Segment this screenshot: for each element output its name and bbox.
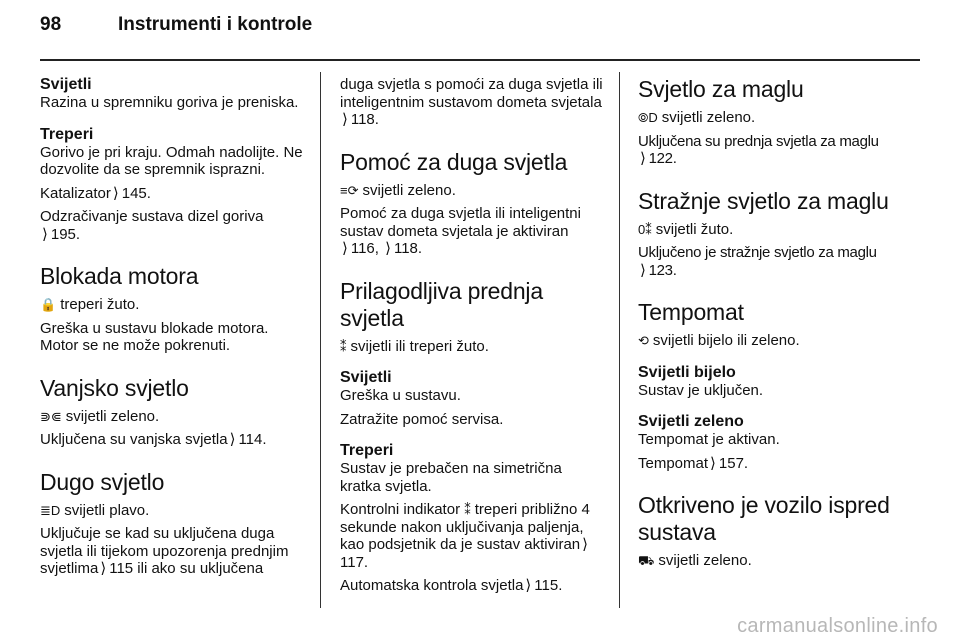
adaptive-light-icon: ⁑: [340, 338, 347, 354]
rear-fog-icon: 0⁑: [638, 221, 652, 237]
paragraph: Sustav je uključen.: [638, 381, 764, 399]
subheading-svijetli-zeleno: Svijetli zeleno: [638, 413, 744, 430]
subheading-svijetli-bijelo: Svijetli bijelo: [638, 363, 736, 381]
page-ref-arrow-icon: ⟩: [710, 454, 716, 472]
page-header: [40, 14, 312, 54]
page-ref-link[interactable]: 123.: [648, 261, 677, 279]
paragraph: Greška u sustavu.: [340, 387, 461, 404]
adaptive-light-icon: ⁑: [464, 502, 471, 517]
paragraph-dizel: Odzračivanje sustava dizel goriva ⟩ 195.: [40, 208, 264, 243]
front-fog-icon: ⦾D: [638, 110, 658, 125]
indicator-line: 🔒 treperi žuto.: [40, 296, 140, 313]
page-ref-link[interactable]: 117.: [340, 553, 369, 571]
paragraph: Tempomat ⟩ 157.: [638, 454, 749, 472]
paragraph: Tempomat je aktivan.: [638, 431, 780, 448]
high-beam-icon: ≣D: [40, 502, 61, 518]
page-ref-arrow-icon: ⟩: [229, 431, 236, 448]
paragraph: Sustav je prebačen na simetrična kratka svjetla.: [340, 460, 562, 495]
paragraph: Gorivo je pri kraju. Odmah nadolijte. Ne dozvolite da se spremnik isprazni.: [40, 143, 303, 178]
page-ref-arrow-icon: ⟩: [582, 536, 588, 553]
indicator-line: ⟲ svijetli bijelo ili zeleno.: [638, 332, 800, 349]
paragraph: Zatražite pomoć servisa.: [340, 410, 504, 428]
paragraph: Uključeno je stražnje svjetlo za maglu ⟩ 123.: [638, 244, 877, 279]
immobilizer-icon: 🔒: [40, 297, 57, 312]
indicator-line: ⁑ svijetli ili treperi žuto.: [340, 337, 489, 355]
heading-blokada-motora: Blokada motora: [40, 263, 199, 289]
page-ref-link[interactable]: 145.: [121, 184, 151, 202]
exterior-light-icon: ⋑⋐: [40, 408, 62, 424]
page-ref-link[interactable]: 116,: [350, 240, 379, 257]
column-2: [340, 72, 605, 601]
header-rule: [40, 59, 920, 61]
paragraph: Automatska kontrola svjetla ⟩ 115.: [340, 577, 563, 594]
page-number: 98: [40, 14, 62, 35]
indicator-line: ⛟ svijetli zeleno.: [638, 552, 752, 569]
paragraph: Kontrolni indikator ⁑ treperi približno 4 sekunde nakon uključivanja paljenja, kao podsjetnik da je sustav aktiviran ⟩117.: [340, 501, 590, 571]
heading-tempomat: Tempomat: [638, 299, 744, 325]
heading-straznje-svjetlo: Stražnje svjetlo za maglu: [638, 187, 889, 214]
heading-svjetlo-za-maglu: Svjetlo za maglu: [638, 76, 804, 102]
vehicle-ahead-icon: ⛟: [638, 553, 655, 568]
page-ref-link[interactable]: 115.: [534, 577, 563, 594]
page-ref-link[interactable]: 122.: [648, 150, 677, 167]
paragraph: Uključena su vanjska svjetla ⟩ 114.: [40, 431, 267, 448]
indicator-line: 0⁑ svijetli žuto.: [638, 220, 734, 238]
page-ref-link[interactable]: 195.: [50, 225, 81, 243]
paragraph: Uključena su prednja svjetla za maglu ⟩ 122.: [638, 132, 879, 167]
indicator-line: ≡⟳ svijetli zeleno.: [340, 181, 456, 199]
page-ref-link[interactable]: 114.: [238, 431, 267, 448]
indicator-line: ≣D svijetli plavo.: [40, 501, 150, 519]
subheading-treperi: Treperi: [40, 125, 94, 143]
page-ref-arrow-icon: ⟩: [100, 560, 107, 577]
column-1: [40, 72, 305, 584]
paragraph: Pomoć za duga svjetla ili inteligentni sustav dometa svjetala je aktiviran ⟩ 116, ⟩ 118.: [340, 205, 581, 257]
page-ref-link[interactable]: 157.: [718, 454, 749, 472]
paragraph: Razina u spremniku goriva je preniska.: [40, 94, 299, 111]
page-ref-arrow-icon: ⟩: [342, 240, 348, 257]
column-3: [638, 72, 910, 576]
column-divider-2: [619, 72, 620, 608]
page-ref-arrow-icon: ⟩: [385, 240, 391, 257]
page-ref-arrow-icon: ⟩: [342, 111, 348, 128]
cruise-control-icon: ⟲: [638, 333, 649, 348]
heading-otkriveno-vozilo: Otkriveno je vozilo ispred sustava: [638, 492, 890, 545]
heading-vanjsko-svjetlo: Vanjsko svjetlo: [40, 374, 189, 401]
page-ref-arrow-icon: ⟩: [112, 184, 119, 202]
subheading-svijetli: Svijetli: [40, 76, 92, 93]
subheading-treperi: Treperi: [340, 442, 394, 459]
indicator-line: ⋑⋐ svijetli zeleno.: [40, 407, 160, 425]
page-ref-link[interactable]: 115 ili ako su uključena: [109, 560, 264, 577]
paragraph: Uključuje se kad su uključena duga svjetla ili tijekom upozorenja prednjim svjetlima ⟩ 115 ili ako su uključena: [40, 525, 289, 577]
heading-pomoc-za-duga-svjetla: Pomoć za duga svjetla: [340, 148, 568, 175]
column-divider-1: [320, 72, 321, 608]
heading-dugo-svjetlo: Dugo svjetlo: [40, 468, 165, 495]
subheading-svijetli: Svijetli: [340, 369, 392, 386]
paragraph-katalizator: Katalizator ⟩ 145.: [40, 184, 151, 202]
paragraph: Greška u sustavu blokade motora. Motor se ne može pokrenuti.: [40, 319, 269, 354]
heading-prilagodljiva-svjetla: Prilagodljiva prednja svjetla: [340, 277, 543, 331]
paragraph-continued: duga svjetla s pomoći za duga svjetla ili inteligentnim sustavom dometa svjetala⟩ 118.: [340, 76, 603, 128]
watermark: carmanualsonline.info: [737, 615, 938, 637]
page-ref-arrow-icon: ⟩: [525, 577, 532, 594]
page-ref-link[interactable]: 118.: [393, 240, 423, 257]
page-ref-arrow-icon: ⟩: [640, 261, 646, 279]
page-ref-arrow-icon: ⟩: [640, 150, 646, 167]
page-ref-link[interactable]: 118.: [350, 111, 379, 128]
indicator-line: ⦾D svijetli zeleno.: [638, 109, 756, 126]
page-ref-arrow-icon: ⟩: [42, 225, 48, 243]
chapter-title: Instrumenti i kontrole: [118, 14, 313, 35]
high-beam-assist-icon: ≡⟳: [340, 182, 359, 198]
